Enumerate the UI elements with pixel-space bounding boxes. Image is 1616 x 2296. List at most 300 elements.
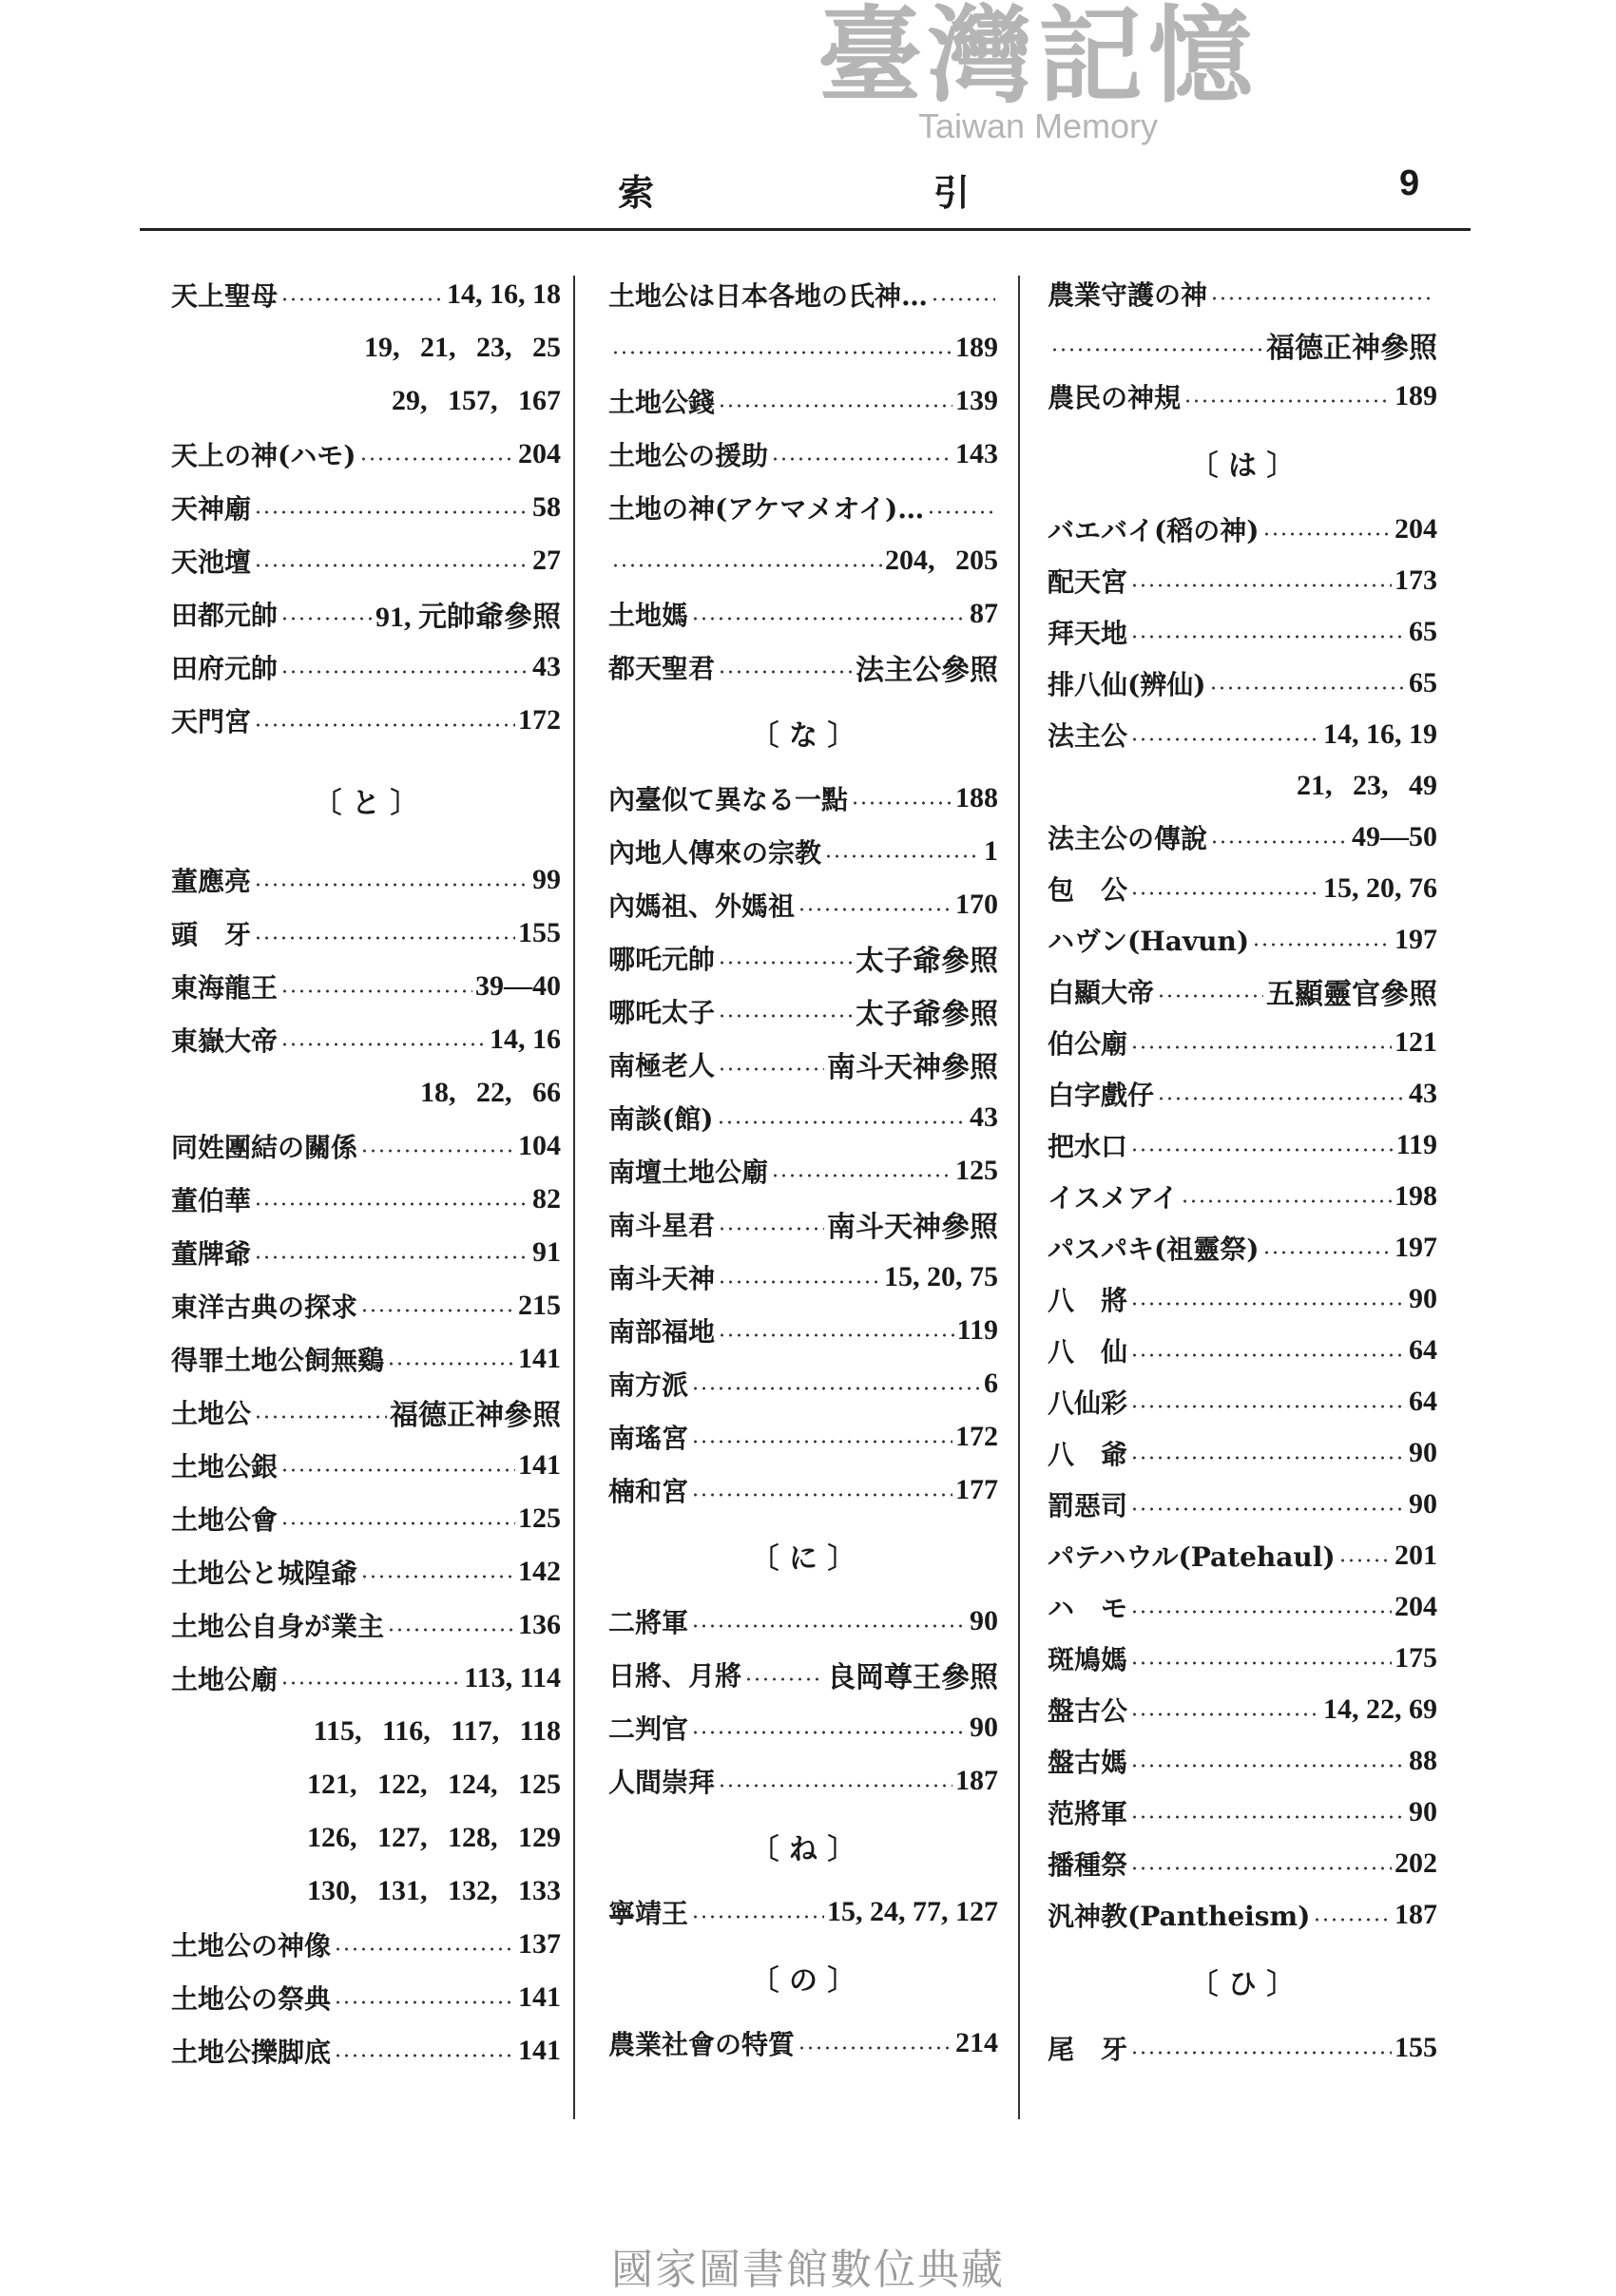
dot-leader <box>718 404 952 408</box>
index-entry <box>1048 863 1437 914</box>
index-entry <box>171 1386 561 1439</box>
entry-pages: 21, 23, 49 <box>1297 770 1437 801</box>
dot-leader <box>280 670 529 674</box>
entry-pages: 14, 22, 69 <box>1323 1693 1437 1725</box>
dot-leader <box>691 1624 967 1628</box>
dot-leader <box>1130 1610 1392 1614</box>
dot-leader <box>1130 1456 1406 1460</box>
entry-pages: 188 <box>955 782 998 813</box>
entry-term: 南談(館) <box>608 1103 714 1135</box>
entry-term: 土地公と城隍爺 <box>171 1558 358 1589</box>
index-entry <box>1048 504 1437 555</box>
dot-leader <box>691 1915 824 1919</box>
entry-term: 土地公自身が業主 <box>171 1611 385 1642</box>
section-heading: 〔 な 〕 <box>750 719 856 753</box>
entry-pages: 43 <box>532 651 561 682</box>
entry-term: 都天聖君 <box>608 653 716 684</box>
index-entry <box>171 960 561 1013</box>
dot-leader <box>254 1255 529 1259</box>
dot-leader <box>1130 2051 1392 2055</box>
entry-pages: 155 <box>1395 2032 1437 2063</box>
entry-pages: 90 <box>1409 1437 1437 1468</box>
entry-pages: 15, 20, 76 <box>1323 872 1437 904</box>
index-entry <box>1048 1787 1437 1838</box>
dot-leader <box>691 1440 952 1444</box>
dot-leader <box>1050 348 1263 352</box>
entry-term: 罰惡司 <box>1048 1490 1128 1521</box>
entry-term: 哪吒元帥 <box>608 944 716 975</box>
dot-leader <box>280 617 373 621</box>
entry-term: 土地公會 <box>171 1504 279 1536</box>
dot-leader <box>611 564 882 567</box>
index-entry <box>1048 1017 1437 1068</box>
dot-leader <box>691 1731 967 1734</box>
dot-leader <box>280 989 472 993</box>
section-heading: 〔 の 〕 <box>750 1964 856 1998</box>
entry-term: 尾 牙 <box>1048 2034 1128 2065</box>
entry-pages: 五顯靈官參照 <box>1266 979 1437 1010</box>
entry-term: 排八仙(辨仙) <box>1048 669 1206 700</box>
entry-term: 東海龍王 <box>171 972 279 1004</box>
dot-leader <box>1262 532 1393 536</box>
index-entry <box>171 481 561 534</box>
entry-pages: 福德正神參照 <box>1266 333 1437 364</box>
entry-term: 土地公の祭典 <box>171 1983 332 2015</box>
index-entry <box>1048 1222 1437 1273</box>
entry-pages: 43 <box>1409 1078 1437 1109</box>
index-column-1 <box>171 268 561 2077</box>
dot-leader <box>1338 1559 1392 1562</box>
dot-leader <box>691 1387 981 1390</box>
dot-leader <box>718 961 853 965</box>
entry-term: 農民の神規 <box>1048 382 1182 413</box>
dot-leader <box>611 351 952 354</box>
entry-pages: 113, 114 <box>464 1662 561 1693</box>
dot-leader <box>1181 1199 1392 1203</box>
section-heading: 〔 に 〕 <box>750 1542 856 1576</box>
entry-pages: 64 <box>1409 1386 1437 1417</box>
entry-term: 土地公の援助 <box>608 440 769 471</box>
entry-pages: 90 <box>970 1712 998 1743</box>
index-entry <box>608 985 998 1038</box>
entry-term: 內媽祖、外媽祖 <box>608 890 796 922</box>
header-title-left: 索 <box>618 171 655 214</box>
entry-term: 土地公銀 <box>171 1451 279 1483</box>
index-entry <box>171 853 561 907</box>
entry-term: 寧靖王 <box>608 1898 689 1929</box>
index-entry <box>608 481 998 534</box>
column-divider <box>573 276 575 2119</box>
index-entry <box>608 1648 998 1701</box>
entry-term: 南方派 <box>608 1369 689 1401</box>
dot-leader <box>718 1067 824 1071</box>
index-entry <box>171 1332 561 1386</box>
entry-continuation <box>171 1066 561 1119</box>
dot-leader <box>1130 1148 1394 1152</box>
entry-term: イスメアイ <box>1048 1182 1179 1214</box>
dot-leader <box>359 457 516 461</box>
entry-continuation <box>1048 319 1437 371</box>
index-entry <box>608 772 998 825</box>
index-entry <box>608 1144 998 1197</box>
dot-leader <box>334 1947 515 1951</box>
entry-term: 天池壇 <box>171 546 252 578</box>
index-entry <box>608 374 998 428</box>
entry-term: 土地の神(アケマメオイ)… <box>608 493 925 525</box>
dot-leader <box>798 2046 952 2050</box>
entry-term: 農業社會の特質 <box>608 2029 796 2060</box>
dot-leader <box>717 1120 968 1124</box>
entry-term: 南瑤宮 <box>608 1423 689 1454</box>
section-heading: 〔 と 〕 <box>313 787 419 820</box>
entry-pages: 155 <box>518 917 561 948</box>
index-entry <box>171 1545 561 1598</box>
dot-leader <box>1313 1918 1392 1922</box>
index-entry <box>1048 812 1437 863</box>
dot-leader <box>334 2054 515 2057</box>
dot-leader <box>927 510 995 514</box>
index-entry <box>1048 1171 1437 1222</box>
entry-pages: 121, 122, 124, 125 <box>307 1769 561 1800</box>
entry-continuation <box>171 1758 561 1811</box>
entry-pages: 64 <box>1409 1334 1437 1366</box>
entry-term: 東洋古典の探求 <box>171 1292 358 1323</box>
dot-leader <box>254 1415 387 1419</box>
entry-pages: 125 <box>955 1155 998 1186</box>
dot-leader <box>254 510 529 514</box>
index-entry <box>1048 606 1437 658</box>
index-entry <box>1048 1633 1437 1684</box>
entry-term: 二將軍 <box>608 1607 689 1638</box>
entry-pages: 104 <box>518 1130 561 1161</box>
header-rule <box>140 228 1471 231</box>
entry-continuation <box>171 321 561 374</box>
entry-pages: 15, 20, 75 <box>884 1261 998 1292</box>
entry-term: 土地公は日本各地の氏神… <box>608 280 929 312</box>
index-entry <box>608 268 998 321</box>
index-entry <box>608 1357 998 1410</box>
entry-pages: 14, 16 <box>490 1024 561 1055</box>
entry-pages: 126, 127, 128, 129 <box>307 1822 561 1853</box>
entry-term: 汎神教(Pantheism) <box>1048 1901 1311 1932</box>
dot-leader <box>1209 686 1407 690</box>
entry-term: 董伯華 <box>171 1185 252 1216</box>
entry-term: 天上の神(ハモ) <box>171 440 356 471</box>
dot-leader <box>691 1493 952 1497</box>
entry-pages: 43 <box>970 1101 998 1133</box>
entry-pages: 6 <box>984 1368 998 1399</box>
entry-pages: 141 <box>518 2035 561 2066</box>
entry-pages: 91 <box>532 1236 561 1268</box>
dot-leader <box>718 1014 853 1018</box>
dot-leader <box>1130 584 1392 587</box>
entry-continuation <box>1048 760 1437 812</box>
index-entry <box>608 1885 998 1939</box>
dot-leader <box>771 457 952 461</box>
entry-pages: 170 <box>955 889 998 920</box>
index-entry <box>608 1197 998 1251</box>
dot-leader <box>1130 1302 1406 1306</box>
entry-term: 天神廟 <box>171 493 252 525</box>
index-entry <box>608 1701 998 1754</box>
index-entry <box>171 1652 561 1705</box>
entry-continuation <box>171 1705 561 1758</box>
entry-term: 土地公擽脚底 <box>171 2037 332 2068</box>
page-number: 9 <box>1399 163 1420 203</box>
entry-term: 斑鳩媽 <box>1048 1644 1128 1675</box>
dot-leader <box>931 297 995 301</box>
entry-pages: 90 <box>1409 1796 1437 1827</box>
index-entry <box>1048 2022 1437 2074</box>
entry-term: 伯公廟 <box>1048 1028 1128 1060</box>
entry-term: 田府元帥 <box>171 653 279 684</box>
entry-pages: 14, 16, 19 <box>1323 718 1437 750</box>
index-entry <box>171 534 561 587</box>
entry-term: 土地公の神像 <box>171 1930 332 1961</box>
entry-term: 白字戲仔 <box>1048 1080 1155 1111</box>
entry-term: 配天宮 <box>1048 566 1128 598</box>
index-entry <box>171 268 561 321</box>
dot-leader <box>1130 1405 1406 1408</box>
entry-term: ハヴン(Havun) <box>1048 926 1250 957</box>
entry-pages: 202 <box>1395 1847 1437 1879</box>
index-entry <box>171 1439 561 1492</box>
entry-term: 土地公錢 <box>608 387 716 418</box>
dot-leader <box>1130 891 1320 895</box>
entry-pages: 204 <box>1395 1591 1437 1622</box>
index-entry <box>171 641 561 694</box>
entry-term: ハ モ <box>1048 1593 1128 1624</box>
index-entry <box>1048 1119 1437 1171</box>
index-entry <box>1048 709 1437 760</box>
entry-term: 八 仙 <box>1048 1336 1128 1368</box>
entry-pages: 143 <box>955 438 998 469</box>
index-entry <box>171 694 561 747</box>
dot-leader <box>1130 1712 1320 1716</box>
entry-pages: 141 <box>518 1981 561 2013</box>
index-entry <box>608 1595 998 1648</box>
entry-pages: 201 <box>1395 1540 1437 1571</box>
dot-leader <box>718 1227 824 1231</box>
entry-term: 董應亮 <box>171 866 252 897</box>
section-heading: 〔 ね 〕 <box>750 1833 856 1866</box>
entry-continuation <box>171 1811 561 1865</box>
entry-term: 包 公 <box>1048 874 1128 906</box>
entry-term: 法主公の傳說 <box>1048 823 1208 854</box>
entry-pages: 215 <box>518 1290 561 1321</box>
entry-pages: 58 <box>532 491 561 523</box>
entry-pages: 175 <box>1395 1642 1437 1674</box>
entry-pages: 18, 22, 66 <box>420 1077 561 1108</box>
entry-pages: 南斗天神參照 <box>827 1052 998 1083</box>
entry-term: 天上聖母 <box>171 280 279 312</box>
index-entry <box>1048 371 1437 422</box>
index-entry <box>171 428 561 481</box>
index-entry <box>171 1013 561 1066</box>
entry-pages: 198 <box>1395 1180 1437 1212</box>
entry-term: 東嶽大帝 <box>171 1025 279 1057</box>
dot-leader <box>744 1677 824 1681</box>
dot-leader <box>1130 1045 1392 1049</box>
entry-pages: 法主公參照 <box>856 655 998 686</box>
dot-leader <box>254 723 515 727</box>
entry-pages: 125 <box>518 1502 561 1534</box>
entry-pages: 太子爺參照 <box>856 946 998 977</box>
index-entry <box>1048 1376 1437 1427</box>
dot-leader <box>1130 1866 1392 1870</box>
entry-term: 日將、月將 <box>608 1660 742 1692</box>
entry-pages: 130, 131, 132, 133 <box>307 1875 561 1906</box>
index-entry <box>1048 1581 1437 1633</box>
index-entry <box>1048 1325 1437 1376</box>
dot-leader <box>1130 737 1320 741</box>
index-entry <box>171 1119 561 1173</box>
dot-leader <box>280 1043 487 1046</box>
entry-continuation <box>171 374 561 428</box>
index-entry <box>171 1173 561 1226</box>
dot-leader <box>798 908 952 911</box>
entry-pages: 65 <box>1409 667 1437 698</box>
entry-term: 董牌爺 <box>171 1238 252 1270</box>
index-entry <box>608 1091 998 1144</box>
entry-pages: 187 <box>955 1765 998 1796</box>
entry-term: バエバイ(稻の神) <box>1048 515 1260 546</box>
index-column-2 <box>608 268 998 2070</box>
entry-pages: 太子爺參照 <box>856 999 998 1030</box>
entry-pages: 141 <box>518 1343 561 1374</box>
dot-leader <box>1157 1097 1406 1100</box>
dot-leader <box>387 1628 515 1632</box>
entry-term: 八仙彩 <box>1048 1387 1128 1419</box>
dot-leader <box>718 1280 881 1284</box>
dot-leader <box>360 1149 515 1153</box>
entry-pages: 136 <box>518 1609 561 1640</box>
entry-pages: 福德正神參照 <box>390 1400 561 1431</box>
index-entry <box>1048 1735 1437 1787</box>
entry-pages: 197 <box>1395 1232 1437 1263</box>
dot-leader <box>1130 1507 1406 1511</box>
entry-pages: 204, 205 <box>885 545 998 576</box>
entry-pages: 90 <box>1409 1488 1437 1520</box>
entry-pages: 119 <box>956 1314 998 1346</box>
entry-term: 頭 牙 <box>171 919 252 950</box>
column-divider <box>1018 276 1020 2119</box>
entry-pages: 115, 116, 117, 118 <box>313 1715 561 1747</box>
index-entry <box>171 1226 561 1279</box>
entry-term: 法主公 <box>1048 720 1128 752</box>
dot-leader <box>254 1202 529 1206</box>
index-entry <box>608 587 998 641</box>
entry-term: 人間崇拜 <box>608 1767 716 1798</box>
entry-term: 播種祭 <box>1048 1849 1128 1881</box>
entry-term: 土地公 <box>171 1398 252 1429</box>
dot-leader <box>254 564 529 567</box>
index-entry <box>171 1918 561 1971</box>
dot-leader <box>254 883 529 887</box>
entry-term: 土地媽 <box>608 600 689 631</box>
dot-leader <box>1130 1661 1392 1665</box>
entry-pages: 87 <box>970 598 998 629</box>
dot-leader <box>280 1521 515 1525</box>
entry-term: 二判官 <box>608 1713 689 1745</box>
index-entry <box>1048 1530 1437 1581</box>
entry-pages: 172 <box>955 1421 998 1452</box>
index-entry <box>1048 658 1437 709</box>
entry-pages: 良岡尊王參照 <box>827 1662 998 1693</box>
dot-leader <box>771 1174 952 1177</box>
entry-term: 內臺似て異なる一點 <box>608 784 849 815</box>
dot-leader <box>718 1333 954 1337</box>
section-heading: 〔 ひ 〕 <box>1189 1968 1296 2001</box>
index-entry <box>608 1410 998 1464</box>
entry-continuation <box>608 321 998 374</box>
dot-leader <box>1157 994 1263 998</box>
index-entry <box>608 1304 998 1357</box>
dot-leader <box>334 2000 515 2004</box>
index-entry <box>608 428 998 481</box>
entry-pages: 187 <box>1395 1899 1437 1930</box>
entry-term: 田都元帥 <box>171 600 279 631</box>
entry-pages: 137 <box>518 1928 561 1960</box>
dot-leader <box>1183 399 1392 403</box>
entry-pages: 49—50 <box>1352 821 1437 852</box>
entry-pages: 14, 16, 18 <box>447 278 561 310</box>
entry-pages: 39—40 <box>475 970 561 1002</box>
entry-term: 南極老人 <box>608 1050 716 1081</box>
entry-pages: 65 <box>1409 616 1437 647</box>
dot-leader <box>1262 1251 1393 1254</box>
dot-leader <box>254 936 515 940</box>
entry-pages: 139 <box>955 385 998 416</box>
entry-continuation <box>608 534 998 587</box>
entry-term: 哪吒太子 <box>608 997 716 1028</box>
index-entry <box>1048 914 1437 966</box>
index-entry <box>608 1251 998 1304</box>
watermark-english: Taiwan Memory <box>917 106 1159 145</box>
entry-pages: 142 <box>518 1556 561 1587</box>
index-entry <box>171 1971 561 2024</box>
dot-leader <box>1130 635 1406 639</box>
index-entry <box>608 1754 998 1808</box>
entry-pages: 88 <box>1409 1745 1437 1776</box>
index-entry <box>608 931 998 985</box>
entry-pages: 173 <box>1395 564 1437 596</box>
entry-term: 楠和宮 <box>608 1476 689 1507</box>
dot-leader <box>360 1309 515 1312</box>
dot-leader <box>851 801 952 805</box>
index-entry <box>1048 555 1437 606</box>
dot-leader <box>1210 297 1434 300</box>
entry-term: 八 將 <box>1048 1285 1128 1316</box>
entry-pages: 189 <box>955 332 998 363</box>
index-entry <box>171 1598 561 1652</box>
dot-leader <box>280 1468 515 1472</box>
entry-term: 范將軍 <box>1048 1798 1128 1829</box>
entry-term: 盤古公 <box>1048 1695 1128 1727</box>
index-entry <box>608 878 998 931</box>
dot-leader <box>824 854 981 858</box>
dot-leader <box>360 1575 515 1578</box>
dot-leader <box>1130 1764 1406 1768</box>
dot-leader <box>691 617 967 621</box>
entry-pages: 172 <box>518 704 561 736</box>
entry-pages: 197 <box>1395 924 1437 955</box>
entry-pages: 15, 24, 77, 127 <box>827 1896 998 1927</box>
entry-term: 白顯大帝 <box>1048 977 1155 1008</box>
index-entry <box>608 2017 998 2070</box>
entry-pages: 29, 157, 167 <box>392 385 561 416</box>
index-entry <box>171 907 561 960</box>
